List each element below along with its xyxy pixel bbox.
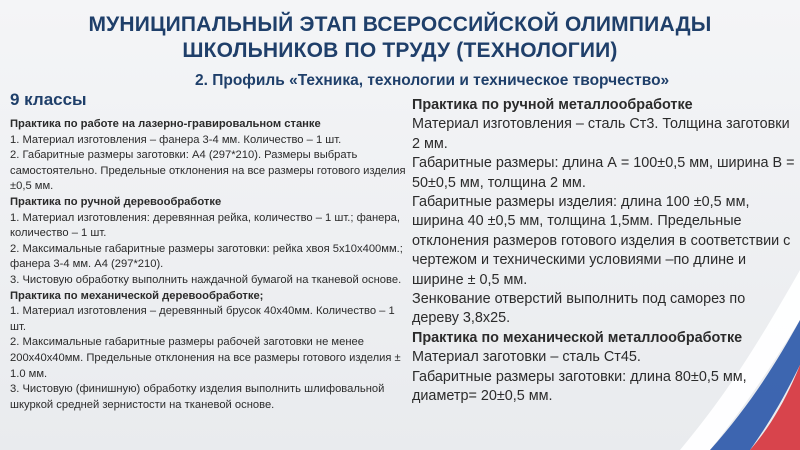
wood-item-1: 1. Материал изготовления: деревянная рейка, количество – 1 шт.; фанера, количество – 1 шт. <box>10 211 400 240</box>
profile-subtitle: 2. Профиль «Техника, технологии и техническое творчество» <box>195 72 670 89</box>
wood-practice-heading: Практика по ручной деревообработке <box>10 195 222 208</box>
mech-metal-practice-heading: Практика по механической металлообработке <box>412 329 743 346</box>
mech-wood-item-2: 2. Максимальные габаритные размеры рабочей заготовки не менее 200х40х40мм. Предельные отклонения на все размеры готового изделия ± 1.0 мм. <box>10 336 401 380</box>
mech-metal-item-1: Материал заготовки – сталь Ст45. <box>412 349 641 366</box>
mech-metal-item-2: Габаритные размеры заготовки: длина 80±0,5 мм, диаметр= 20±0,5 мм. <box>412 368 747 405</box>
metal-item-4: Зенкование отверстий выполнить под саморез по дереву 3,8х25. <box>412 291 746 327</box>
right-column <box>412 96 796 407</box>
title-line-2: ШКОЛЬНИКОВ ПО ТРУДУ (ТЕХНОЛОГИИ) <box>182 39 618 62</box>
metal-item-3: Габаритные размеры изделия: длина 100 ±0,5 мм, ширина 40 ±0,5 мм, толщина 1,5мм. Предельные отклонения размеров готового изделия в соответствии с чертежом и техническими условиями –по длине и ширине ± 0,5 мм. <box>412 194 791 288</box>
laser-practice-heading: Практика по работе на лазерно-гравировальном станке <box>10 118 321 130</box>
slide-title <box>40 12 760 64</box>
title-line-1: МУНИЦИПАЛЬНЫЙ ЭТАП ВСЕРОССИЙСКОЙ ОЛИМПИАДЫ <box>88 13 712 36</box>
wood-item-3: 3. Чистовую обработку выполнить наждачной бумагой на тканевой основе. <box>10 273 402 286</box>
mech-wood-item-1: 1. Материал изготовления – деревянный брусок 40х40мм. Количество – 1 шт. <box>10 305 395 333</box>
mech-wood-item-3: 3. Чистовую (финишную) обработку изделия выполнить шлифовальной шкуркой средней зернистости на тканевой основе. <box>10 383 385 411</box>
metal-item-1: Материал изготовления – сталь Ст3. Толщина заготовки 2 мм. <box>412 116 790 152</box>
metal-item-2: Габаритные размеры: длина А = 100±0,5 мм, ширина В = 50±0,5 мм, толщина 2 мм. <box>412 155 795 191</box>
wood-item-2: 2. Максимальные габаритные размеры заготовки: рейка хвоя 5х10х400мм.; фанера 3-4 мм. А4 (297*210). <box>10 242 403 271</box>
laser-item-2: 2. Габаритные размеры заготовки: А4 (297*210). Размеры выбрать самостоятельно. Предельные отклонения на все размеры готового изделия ±0,5 мм. <box>10 149 406 193</box>
mech-wood-practice-heading: Практика по механической деревообработке; <box>10 289 264 302</box>
grade-label: 9 классы <box>10 90 87 109</box>
metal-practice-heading: Практика по ручной металлообработке <box>412 97 693 113</box>
left-column <box>10 117 406 413</box>
laser-item-1: 1. Материал изготовления – фанера 3-4 мм. Количество – 1 шт. <box>10 133 342 146</box>
